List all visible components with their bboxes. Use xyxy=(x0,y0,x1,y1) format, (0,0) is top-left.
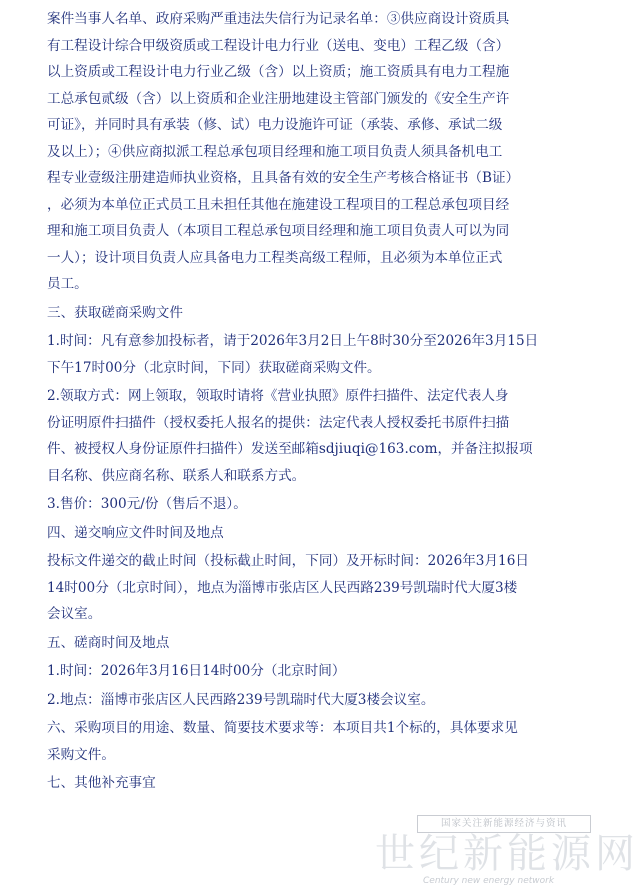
text-line: 目名称、供应商名称、联系人和联系方式。 xyxy=(47,467,306,484)
text-line: 14时00分（北京时间），地点为淄博市张店区人民西路239号凯瑞时代大厦3楼 xyxy=(47,579,518,596)
text-line: 工总承包贰级（含）以上资质和企业注册地建设主管部门颁发的《安全生产许 xyxy=(47,90,510,107)
watermark-logo xyxy=(375,815,639,887)
document-body xyxy=(47,6,557,797)
text-line: 有工程设计综合甲级资质或工程设计电力行业（送电、变电）工程乙级（含） xyxy=(47,37,510,54)
text-line: 理和施工项目负责人（本项目工程总承包项目经理和施工项目负责人可以为同 xyxy=(47,223,510,239)
section-heading: 三、获取磋商采购文件 xyxy=(47,304,183,321)
text-line: 1.时间：2026年3月16日14时00分（北京时间） xyxy=(47,663,346,679)
text-line: 投标文件递交的截止时间（投标截止时间，下同）及开标时间：2026年3月16日 xyxy=(47,553,529,569)
text-line: ，必须为本单位正式员工且未担任其他在施建设工程项目的工程总承包项目经 xyxy=(47,196,510,213)
text-line: 采购文件。 xyxy=(47,746,115,763)
text-line: 3.售价：300元/份（售后不退）。 xyxy=(47,496,247,512)
text-line: 2.领取方式：网上领取，领取时请将《营业执照》原件扫描件、法定代表人身 xyxy=(47,388,509,404)
text-line: 以上资质或工程设计电力行业乙级（含）以上资质；施工资质具有电力工程施 xyxy=(47,64,510,80)
section-heading: 六、采购项目的用途、数量、简要技术要求等：本项目共1个标的，具体要求见 xyxy=(47,720,518,736)
watermark-english: Century new energy network xyxy=(423,876,555,886)
text-line: 2.地点：淄博市张店区人民西路239号凯瑞时代大厦3楼会议室。 xyxy=(47,691,435,708)
text-line: 一人）；设计项目负责人应具备电力工程类高级工程师，且必须为本单位正式 xyxy=(47,249,503,266)
text-line: 员工。 xyxy=(47,276,88,292)
text-line: 程专业壹级注册建造师执业资格，且具备有效的安全生产考核合格证书（B证） xyxy=(47,170,520,186)
text-line: 份证明原件扫描件（授权委托人报名的提供：法定代表人授权委托书原件扫描 xyxy=(47,414,510,431)
section-heading: 四、递交响应文件时间及地点 xyxy=(47,524,224,541)
text-line: 1.时间：凡有意参加投标者，请于2026年3月2日上午8时30分至2026年3月15日 xyxy=(47,333,539,349)
watermark-tagline: 国家关注新能源经济与资讯 xyxy=(417,815,591,833)
text-line: 及以上）；④供应商拟派工程总承包项目经理和施工项目负责人须具备机电工 xyxy=(47,143,503,160)
text-line: 下午17时00分（北京时间，下同）获取磋商采购文件。 xyxy=(47,359,381,376)
section-heading: 七、其他补充事宜 xyxy=(47,775,156,791)
text-line: 案件当事人名单、政府采购严重违法失信行为记录名单：③供应商设计资质具 xyxy=(47,11,510,27)
text-line: 会议室。 xyxy=(47,606,102,622)
text-line: 件、被授权人身份证原件扫描件）发送至邮箱sdjiuqi@163.com，并备注拟报项 xyxy=(47,441,533,457)
text-line: 可证》，并同时具有承装（修、试）电力设施许可证（承装、承修、承试二级 xyxy=(47,117,503,133)
watermark-brand: 世纪新能源网 xyxy=(375,831,639,877)
section-heading: 五、磋商时间及地点 xyxy=(47,634,170,651)
